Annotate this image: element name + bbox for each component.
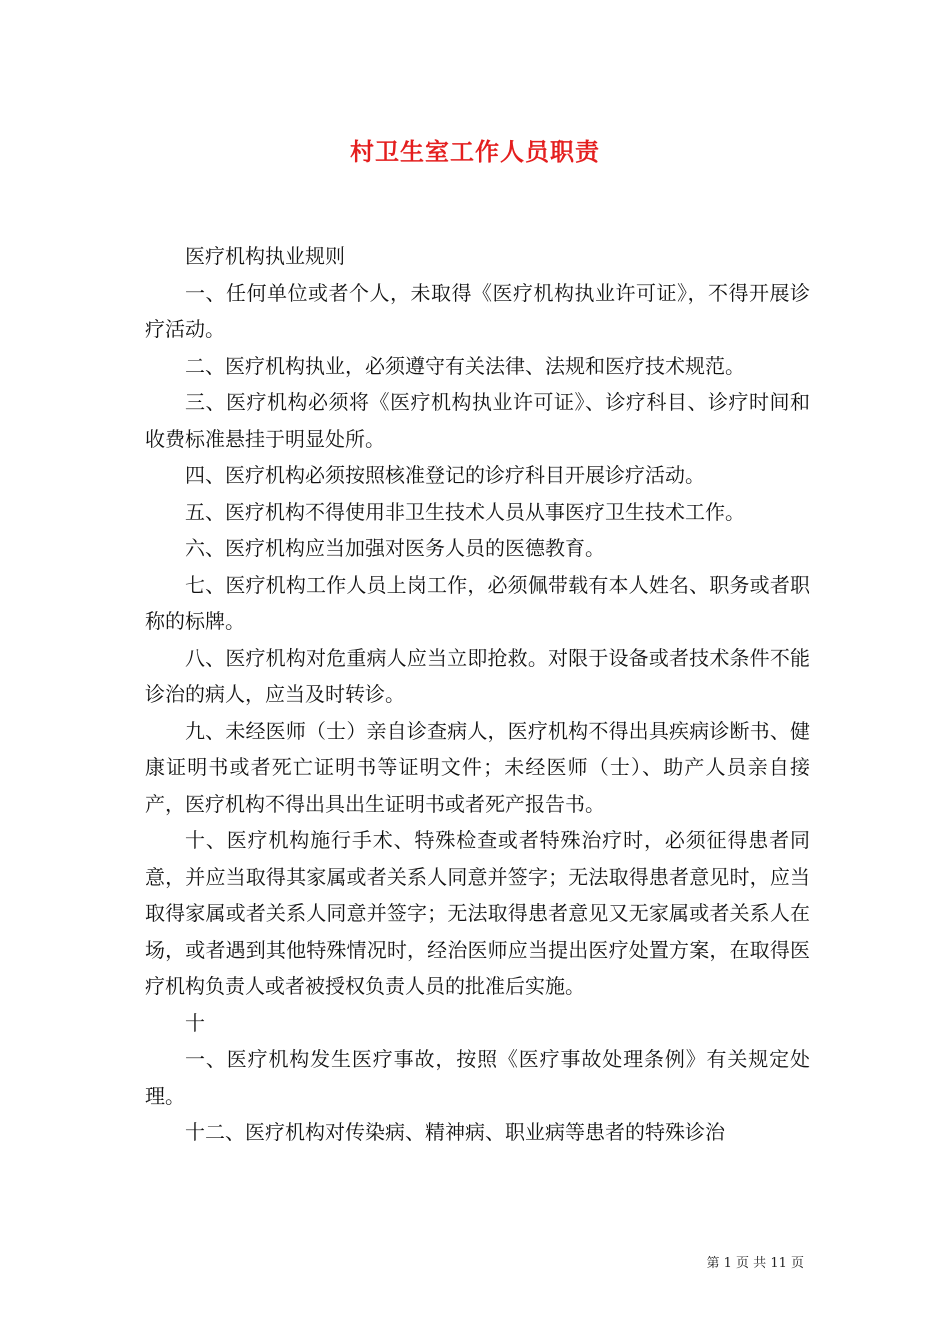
document-body <box>145 238 810 1151</box>
paragraph-rule-1: 一、任何单位或者个人，未取得《医疗机构执业许可证》，不得开展诊疗活动。 <box>145 280 810 341</box>
paragraph-rule-4: 四、医疗机构必须按照核准登记的诊疗科目开展诊疗活动。 <box>185 463 705 487</box>
paragraph-rule-3: 三、医疗机构必须将《医疗机构执业许可证》、诊疗科目、诊疗时间和收费标准悬挂于明显处所。 <box>145 390 810 451</box>
page-number: 第 1 页 共 11 页 <box>706 1256 804 1271</box>
document-title: 村卫生室工作人员职责 <box>350 137 600 166</box>
paragraph-rule-11-prefix: 十 <box>185 1010 205 1035</box>
paragraph-heading: 医疗机构执业规则 <box>185 244 345 268</box>
paragraph-rule-11: 一、医疗机构发生医疗事故，按照《医疗事故处理条例》有关规定处理。 <box>145 1047 810 1108</box>
paragraph-rule-7: 七、医疗机构工作人员上岗工作，必须佩带载有本人姓名、职务或者职称的标牌。 <box>145 572 810 633</box>
paragraph-rule-6: 六、医疗机构应当加强对医务人员的医德教育。 <box>185 536 605 560</box>
paragraph-rule-9: 九、未经医师（士）亲自诊查病人，医疗机构不得出具疾病诊断书、健康证明书或者死亡证明书等证明文件；未经医师（士）、助产人员亲自接产，医疗机构不得出具出生证明书或者死产报告书。 <box>145 718 810 816</box>
paragraph-rule-10: 十、医疗机构施行手术、特殊检查或者特殊治疗时，必须征得患者同意，并应当取得其家属或者关系人同意并签字；无法取得患者意见时，应当取得家属或者关系人同意并签字；无法取得患者意见又无家属或者关系人在场，或者遇到其他特殊情况时，经治医师应当提出医疗处置方案，在取得医疗机构负责人或者被授权负责人员的批准后实施。 <box>145 828 810 998</box>
paragraph-rule-8: 八、医疗机构对危重病人应当立即抢救。对限于设备或者技术条件不能诊治的病人，应当及时转诊。 <box>145 645 810 706</box>
paragraph-rule-2: 二、医疗机构执业，必须遵守有关法律、法规和医疗技术规范。 <box>185 353 745 378</box>
paragraph-rule-5: 五、医疗机构不得使用非卫生技术人员从事医疗卫生技术工作。 <box>185 499 745 524</box>
paragraph-rule-12: 十二、医疗机构对传染病、精神病、职业病等患者的特殊诊治 <box>185 1120 725 1144</box>
